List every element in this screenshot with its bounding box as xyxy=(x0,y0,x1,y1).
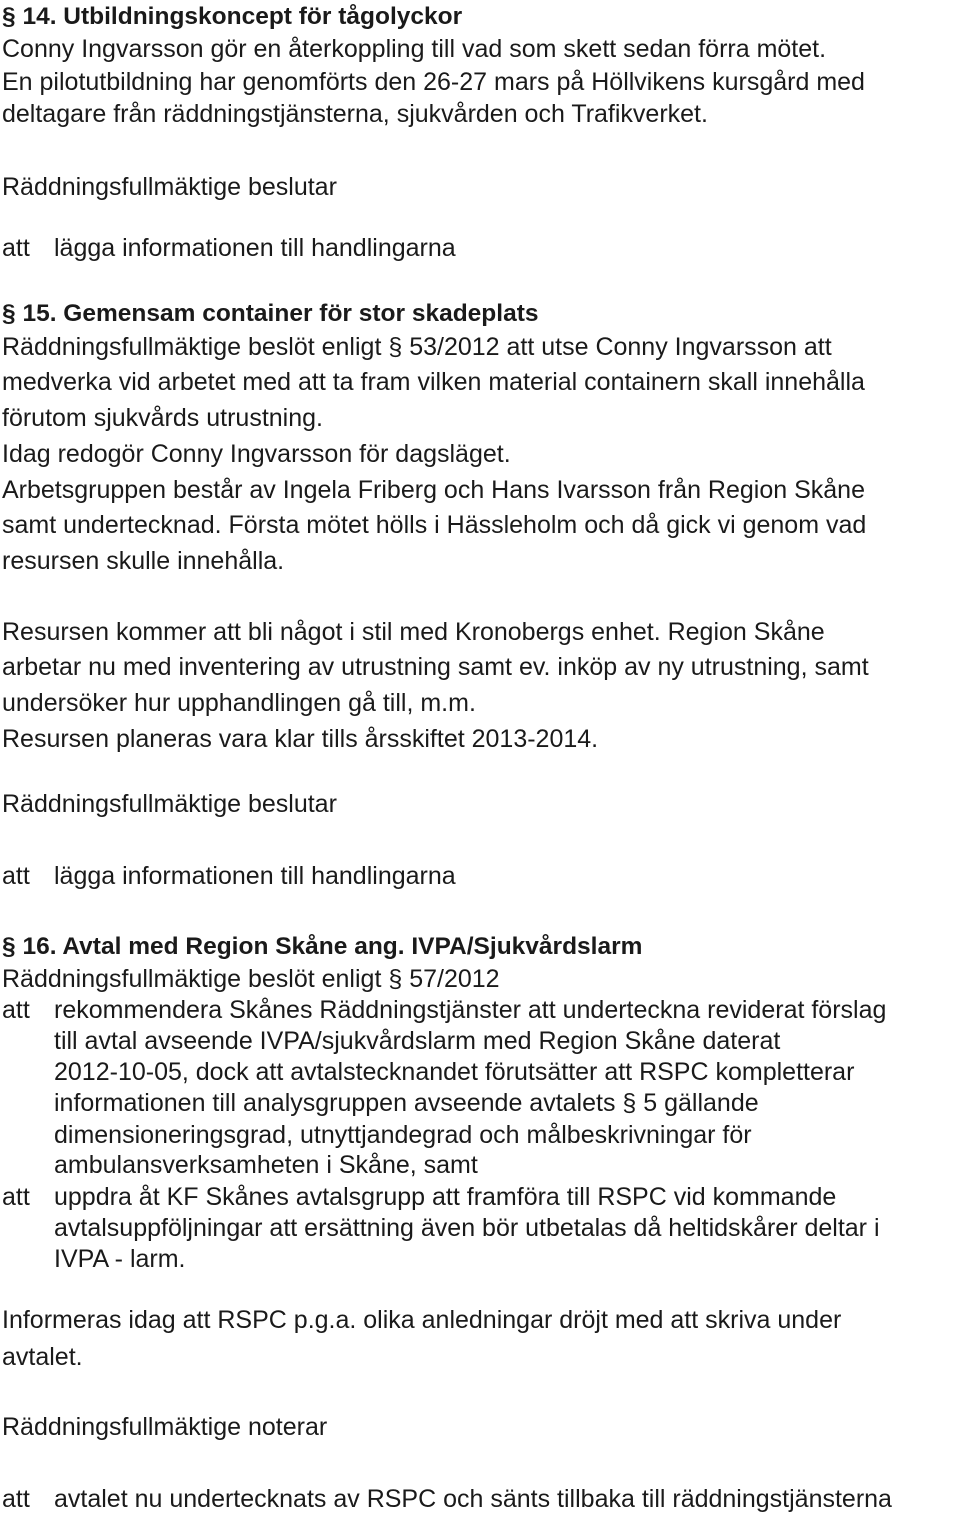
s16-att2-label: att xyxy=(2,1183,30,1211)
s16-info-line: Informeras idag att RSPC p.g.a. olika anledningar dröjt med att skriva under xyxy=(2,1306,842,1334)
section-14-heading: § 14. Utbildningskoncept för tågolyckor xyxy=(2,3,463,30)
s15-text-line: medverka vid arbetet med att ta fram vilken material containern skall innehålla xyxy=(2,368,865,396)
s16-att1-line: ambulansverksamheten i Skåne, samt xyxy=(54,1151,478,1179)
s15-decision-title: Räddningsfullmäktige beslutar xyxy=(2,790,337,818)
s14-text-line: Conny Ingvarsson gör en återkoppling till vad som skett sedan förra mötet. xyxy=(2,35,827,63)
s16-att1-line: 2012-10-05, dock att avtalstecknandet förutsätter att RSPC kompletterar xyxy=(54,1058,855,1086)
s16-decision-title: Räddningsfullmäktige noterar xyxy=(2,1413,328,1441)
s16-decision-text: avtalet nu undertecknats av RSPC och sänts tillbaka till räddningstjänsterna xyxy=(54,1485,892,1513)
s16-att2-line: IVPA - larm. xyxy=(54,1245,186,1273)
s15-decision-text: lägga informationen till handlingarna xyxy=(54,862,456,890)
section-sign-icon: § xyxy=(2,933,23,960)
s16-att1-line: informationen till analysgruppen avseende avtalets § 5 gällande xyxy=(54,1089,759,1117)
s16-att1-line: dimensioneringsgrad, utnyttjandegrad och målbeskrivningar för xyxy=(54,1121,752,1149)
s14-decision-title: Räddningsfullmäktige beslutar xyxy=(2,173,337,201)
section-sign-icon: § xyxy=(2,300,23,327)
s14-decision-text: lägga informationen till handlingarna xyxy=(54,234,456,262)
s16-info-line: avtalet. xyxy=(2,1343,83,1371)
s15-text-line: undersöker hur upphandlingen gå till, m.m. xyxy=(2,689,476,717)
s15-text-line: Resursen kommer att bli något i stil med Kronobergs enhet. Region Skåne xyxy=(2,618,825,646)
s16-att1-line: rekommendera Skånes Räddningstjänster att underteckna reviderat förslag xyxy=(54,996,887,1024)
s15-text-line: Arbetsgruppen består av Ingela Friberg och Hans Ivarsson från Region Skåne xyxy=(2,476,865,504)
s15-text-line: arbetar nu med inventering av utrustning samt ev. inköp av ny utrustning, samt xyxy=(2,653,869,681)
s15-text-line: samt undertecknad. Första mötet hölls i Hässleholm och då gick vi genom vad xyxy=(2,511,867,539)
s15-text-line: Idag redogör Conny Ingvarsson för dagsläget. xyxy=(2,440,511,468)
s15-text-line: Resursen planeras vara klar tills årsskiftet 2013-2014. xyxy=(2,725,599,753)
s16-att2-line: avtalsuppföljningar att ersättning även bör utbetalas då heltidskårer deltar i xyxy=(54,1214,880,1242)
section-sign-icon: § xyxy=(2,3,23,30)
s15-text-line: Räddningsfullmäktige beslöt enligt § 53/2012 att utse Conny Ingvarsson att xyxy=(2,333,832,361)
section-15-heading: § 15. Gemensam container för stor skadeplats xyxy=(2,300,539,327)
s16-att2-line: uppdra åt KF Skånes avtalsgrupp att framföra till RSPC vid kommande xyxy=(54,1183,837,1211)
s15-text-line: förutom sjukvårds utrustning. xyxy=(2,404,323,432)
s14-decision-att: att xyxy=(2,234,30,262)
s15-text-line: resursen skulle innehålla. xyxy=(2,547,285,575)
section-16-heading: § 16. Avtal med Region Skåne ang. IVPA/Sjukvårdslarm xyxy=(2,933,643,960)
s16-att1-line: till avtal avseende IVPA/sjukvårdslarm med Region Skåne daterat xyxy=(54,1027,781,1055)
s16-intro: Räddningsfullmäktige beslöt enligt § 57/2012 xyxy=(2,965,500,993)
s15-decision-att: att xyxy=(2,862,30,890)
s14-text-line: En pilotutbildning har genomförts den 26-27 mars på Höllvikens kursgård med xyxy=(2,68,865,96)
s14-text-line: deltagare från räddningstjänsterna, sjukvården och Trafikverket. xyxy=(2,100,708,128)
s16-decision-att: att xyxy=(2,1485,30,1513)
s16-att1-label: att xyxy=(2,996,30,1024)
